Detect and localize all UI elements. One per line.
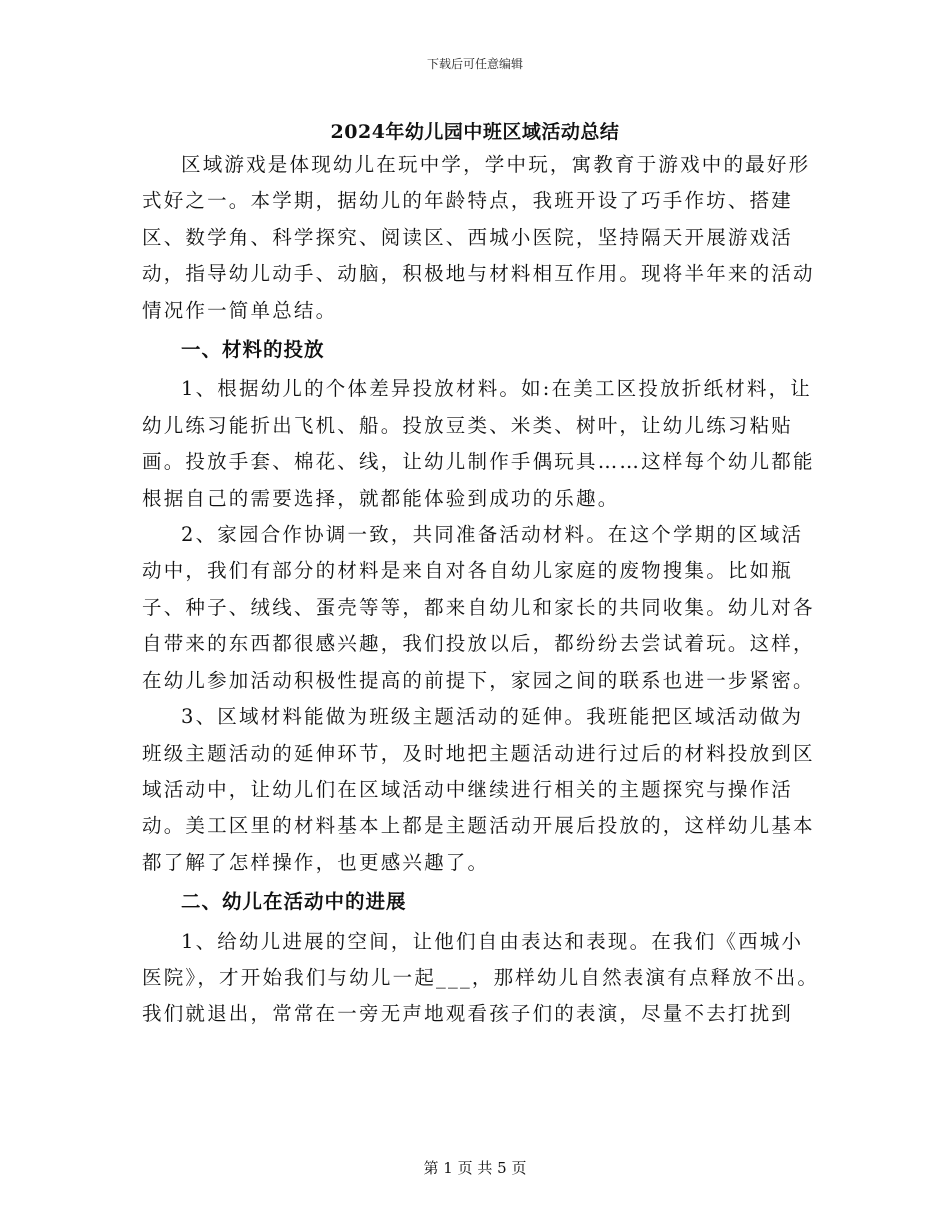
- document-title: 2024年幼儿园中班区域活动总结: [330, 121, 620, 143]
- intro-paragraph: 区域游戏是体现幼儿在玩中学，学中玩，寓教育于游戏中的最好形式好之一。本学期，据幼儿的年龄特点，我班开设了巧手作坊、搭建区、数学角、科学探究、阅读区、西城小医院，坚持隔天开展游戏活动，指导幼儿动手、动脑，积极地与材料相互作用。现将半年来的活动情况作一简单总结。: [142, 153, 815, 322]
- paragraph-materials-1: 1、根据幼儿的个体差异投放材料。如:在美工区投放折纸材料，让幼儿练习能折出飞机、船。投放豆类、米类、树叶，让幼儿练习粘贴画。投放手套、棉花、线，让幼儿制作手偶玩具……这样每个幼儿都能根据自己的需要选择，就都能体验到成功的乐趣。: [142, 377, 815, 510]
- paragraph-materials-2: 2、家园合作协调一致，共同准备活动材料。在这个学期的区域活动中，我们有部分的材料是来自对各自幼儿家庭的废物搜集。比如瓶子、种子、绒线、蛋壳等等，都来自幼儿和家长的共同收集。幼儿对各自带来的东西都很感兴趣，我们投放以后，都纷纷去尝试着玩。这样，在幼儿参加活动积极性提高的前提下，家园之间的联系也进一步紧密。: [142, 523, 815, 692]
- page-number: 第 1 页 共 5 页: [423, 1159, 527, 1177]
- paragraph-materials-3: 3、区域材料能做为班级主题活动的延伸。我班能把区域活动做为班级主题活动的延伸环节，及时地把主题活动进行过后的材料投放到区域活动中，让幼儿们在区域活动中继续进行相关的主题探究与操作活动。美工区里的材料基本上都是主题活动开展后投放的，这样幼儿基本都了解了怎样操作，也更感兴趣了。: [142, 705, 815, 874]
- section-heading-materials: 一、材料的投放: [181, 338, 325, 362]
- download-note: 下载后可任意编辑: [426, 57, 523, 71]
- paragraph-progress-1: 1、给幼儿进展的空间，让他们自由表达和表现。在我们《西城小医院》，才开始我们与幼儿一起___，那样幼儿自然表演有点释放不出。我们就退出，常常在一旁无声地观看孩子们的表演，尽量不去打扰到: [142, 929, 820, 1026]
- document-body: [142, 147, 822, 1033]
- section-heading-progress: 二、幼儿在活动中的进展: [181, 890, 407, 914]
